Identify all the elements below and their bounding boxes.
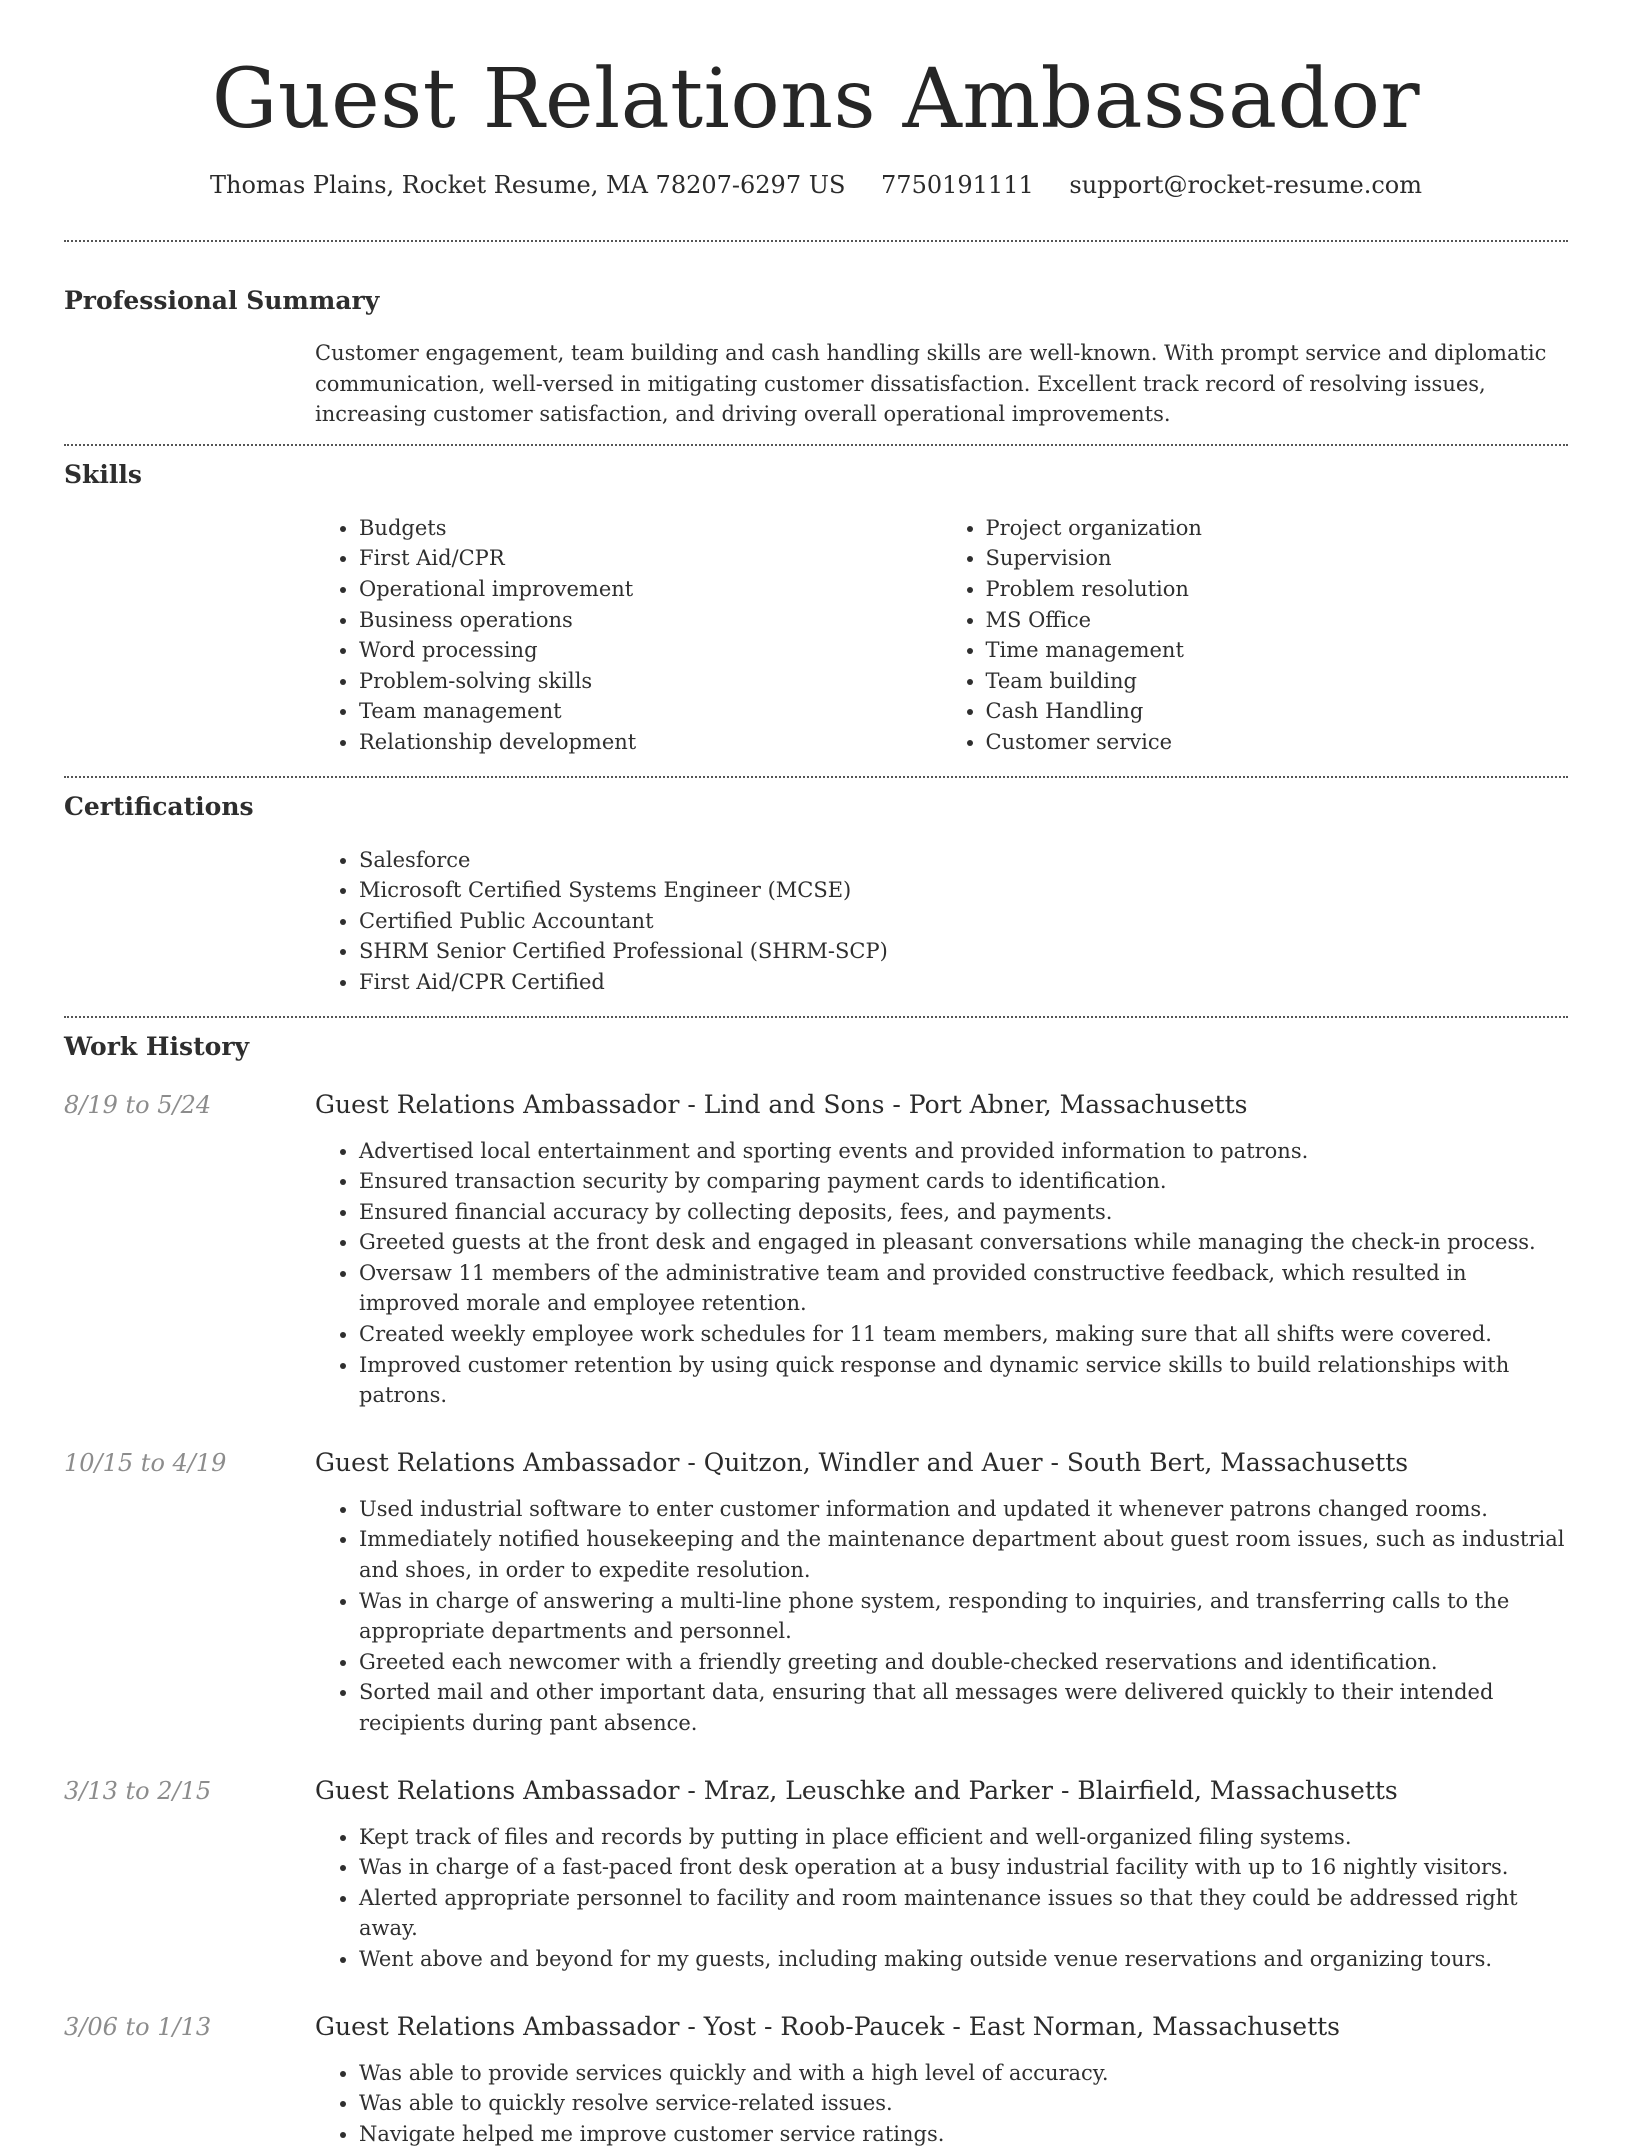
job-entry [64, 1774, 1568, 1975]
skill-item: • Operational improvement [359, 574, 942, 605]
job-bullet: • Sorted mail and other important data, ensuring that all messages were delivered quickly to their intended recipients during pant absence. [359, 1677, 1568, 1738]
certification-item: • Salesforce [359, 845, 1568, 876]
section-divider [64, 240, 1568, 242]
skill-item: • Time management [986, 635, 1569, 666]
job-bullet: • Ensured financial accuracy by collecting deposits, fees, and payments. [359, 1197, 1568, 1228]
job-title: Guest Relations Ambassador - Yost - Roob-Paucek - East Norman, Massachusetts [315, 2010, 1340, 2044]
job-dates: 3/13 to 2/15 [64, 1774, 315, 1808]
job-bullet: • Was in charge of answering a multi-line phone system, responding to inquiries, and transferring calls to the appropriate departments and personnel. [359, 1586, 1568, 1647]
skill-item: • Problem-solving skills [359, 666, 942, 697]
job-header [64, 1446, 1568, 1480]
job-entry [64, 1088, 1568, 1411]
section-divider [64, 776, 1568, 778]
summary-heading: Professional Summary [64, 284, 1568, 318]
job-bullet: • Alerted appropriate personnel to facility and room maintenance issues so that they could be addressed right away. [359, 1883, 1568, 1944]
job-bullet: • Greeted each newcomer with a friendly greeting and double-checked reservations and identification. [359, 1647, 1568, 1678]
job-bullet: • Was able to provide services quickly and with a high level of accuracy. [359, 2058, 1568, 2089]
job-title: Guest Relations Ambassador - Mraz, Leuschke and Parker - Blairfield, Massachusetts [315, 1774, 1398, 1808]
certifications-content [315, 845, 1568, 998]
skill-item: • Team building [986, 666, 1569, 697]
skill-item: • Team management [359, 696, 942, 727]
job-header [64, 1774, 1568, 1808]
resume-page [64, 0, 1568, 2149]
skills-heading: Skills [64, 458, 1568, 492]
job-bullet: • Ensured transaction security by comparing payment cards to identification. [359, 1166, 1568, 1197]
certification-item: • First Aid/CPR Certified [359, 967, 1568, 998]
certifications-section [64, 790, 1568, 998]
job-dates: 3/06 to 1/13 [64, 2010, 315, 2044]
job-entry [64, 2010, 1568, 2149]
skill-item: • Business operations [359, 605, 942, 636]
job-bullet: • Was able to quickly resolve service-related issues. [359, 2088, 1568, 2119]
job-bullet: • Created weekly employee work schedules for 11 team members, making sure that all shifts were covered. [359, 1319, 1568, 1350]
skill-item: • MS Office [986, 605, 1569, 636]
job-bullet: • Oversaw 11 members of the administrative team and provided constructive feedback, which resulted in improved morale and employee retention. [359, 1258, 1568, 1319]
skill-item: • Word processing [359, 635, 942, 666]
work-history-section [64, 1030, 1568, 2149]
skill-item: • Problem resolution [986, 574, 1569, 605]
job-header [64, 2010, 1568, 2044]
job-bullet: • Improved customer retention by using quick response and dynamic service skills to build relationships with patrons. [359, 1350, 1568, 1411]
certifications-heading: Certifications [64, 790, 1568, 824]
skill-item: • Cash Handling [986, 696, 1569, 727]
job-bullet: • Kept track of files and records by putting in place efficient and well-organized filing systems. [359, 1822, 1568, 1853]
skills-list-left [315, 513, 942, 758]
job-dates: 10/15 to 4/19 [64, 1446, 315, 1480]
certifications-list [315, 845, 1568, 998]
job-title: Guest Relations Ambassador - Quitzon, Windler and Auer - South Bert, Massachusetts [315, 1446, 1408, 1480]
candidate-name: Guest Relations Ambassador [64, 52, 1568, 148]
job-bullets [315, 1494, 1568, 1739]
summary-section [64, 284, 1568, 430]
skills-list-right [942, 513, 1569, 758]
job-bullets [315, 2058, 1568, 2149]
section-divider [64, 444, 1568, 446]
summary-text: Customer engagement, team building and cash handling skills are well-known. With prompt service and diplomatic communication, well-versed in mitigating customer dissatisfaction. Excellent track record of resolving issues, increasing customer satisfaction, and driving overall operational improvements. [315, 338, 1568, 430]
skill-item: • Budgets [359, 513, 942, 544]
skill-item: • Supervision [986, 543, 1569, 574]
job-bullets [315, 1822, 1568, 1975]
work-history-heading: Work History [64, 1030, 1568, 1064]
certification-item: • Certified Public Accountant [359, 906, 1568, 937]
job-bullets [315, 1136, 1568, 1411]
job-dates: 8/19 to 5/24 [64, 1088, 315, 1122]
job-bullet: • Used industrial software to enter customer information and updated it whenever patrons changed rooms. [359, 1494, 1568, 1525]
skills-section [64, 458, 1568, 758]
job-entry [64, 1446, 1568, 1739]
job-bullet: • Was in charge of a fast-paced front desk operation at a busy industrial facility with up to 16 nightly visitors. [359, 1852, 1568, 1883]
skill-item: • Project organization [986, 513, 1569, 544]
section-divider [64, 1016, 1568, 1018]
skills-columns [315, 513, 1568, 758]
certification-item: • SHRM Senior Certified Professional (SHRM-SCP) [359, 936, 1568, 967]
job-header [64, 1088, 1568, 1122]
job-bullet: • Greeted guests at the front desk and engaged in pleasant conversations while managing the check-in process. [359, 1227, 1568, 1258]
certification-item: • Microsoft Certified Systems Engineer (MCSE) [359, 875, 1568, 906]
contact-address: Thomas Plains, Rocket Resume, MA 78207-6297 US [210, 168, 845, 202]
job-bullet: • Advertised local entertainment and sporting events and provided information to patrons. [359, 1136, 1568, 1167]
job-bullet: • Navigate helped me improve customer service ratings. [359, 2119, 1568, 2149]
contact-line [64, 168, 1568, 202]
skill-item: • Relationship development [359, 727, 942, 758]
skill-item: • Customer service [986, 727, 1569, 758]
job-bullet: • Went above and beyond for my guests, including making outside venue reservations and organizing tours. [359, 1944, 1568, 1975]
job-title: Guest Relations Ambassador - Lind and Sons - Port Abner, Massachusetts [315, 1088, 1247, 1122]
job-bullet: • Immediately notified housekeeping and the maintenance department about guest room issues, such as industrial and shoes, in order to expedite resolution. [359, 1524, 1568, 1585]
contact-phone: 7750191111 [881, 168, 1034, 202]
contact-email[interactable]: support@rocket-resume.com [1069, 168, 1422, 202]
skill-item: • First Aid/CPR [359, 543, 942, 574]
